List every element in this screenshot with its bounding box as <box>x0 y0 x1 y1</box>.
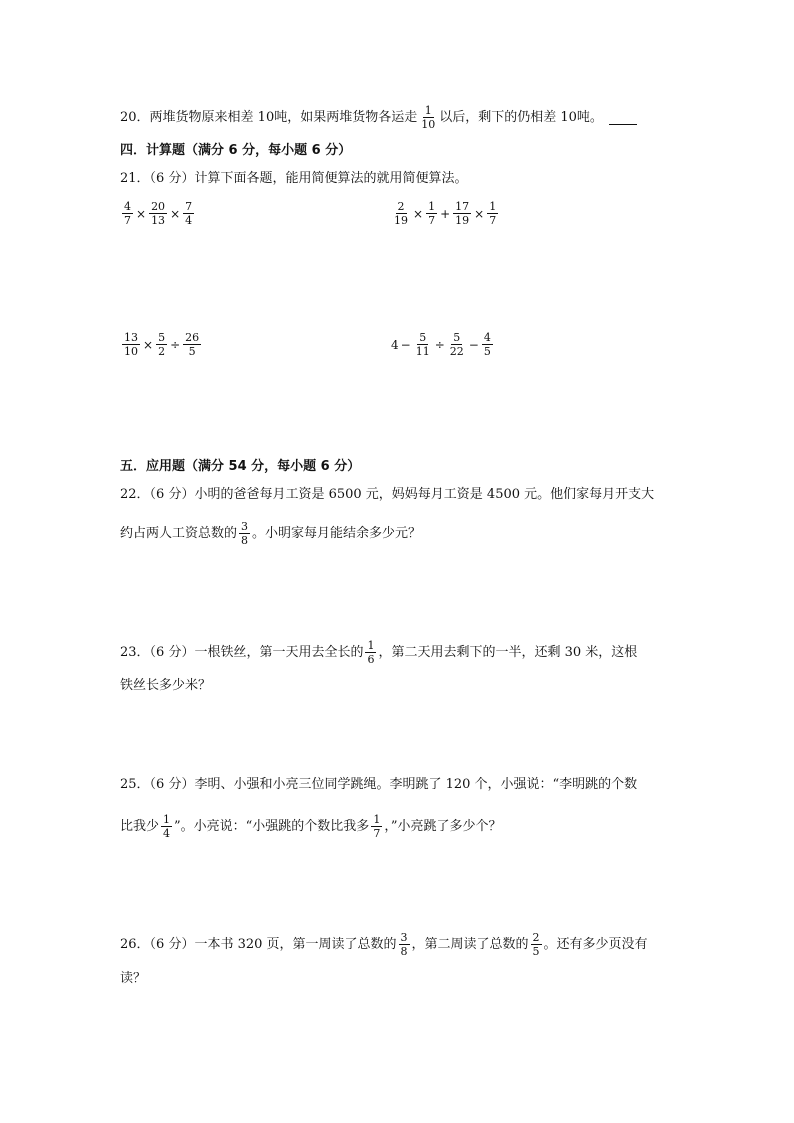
question-26-line-2: 读？ <box>120 971 147 986</box>
operator: − <box>400 337 411 352</box>
fraction: $\frac{5}{22}$ <box>449 331 464 358</box>
question-25-line-1: 25．（6 分）李明、小强和小亮三位同学跳绳。李明跳了 120 个，小强说：“李明跳的个数 <box>120 777 638 792</box>
question-22-line-1: 22．（6 分）小明的爸爸每月工资是 6500 元，妈妈每月工资是 4500 元。他们家每月开支大 <box>120 487 655 502</box>
operator: ÷ <box>170 337 181 352</box>
calc-expression-3 <box>120 331 203 358</box>
fraction: $\frac{1}{7}$ <box>489 200 497 227</box>
fraction <box>419 104 437 131</box>
fraction: $\frac{2}{19}$ <box>394 200 408 227</box>
question-26-line-1: 26．（6 分）一本书 320 页，第一周读了总数的 $\frac{3}{8}$ ，第二周读了总数的 $\frac{2}{5}$ 。还有多少页没有 <box>120 931 648 958</box>
fraction: $\frac{1}{4}$ <box>163 813 171 840</box>
operator: − <box>468 337 479 352</box>
fraction: $\frac{1}{7}$ <box>373 813 381 840</box>
question-22-line-2: 约占两人工资总数的 $\frac{3}{8}$ 。小明家每月能结余多少元？ <box>120 520 422 547</box>
fraction: $\frac{4}{5}$ <box>483 331 491 358</box>
fraction: $\frac{20}{13}$ <box>151 200 166 227</box>
fraction-denominator: 10 <box>421 118 436 131</box>
operator: + <box>440 206 451 221</box>
calc-expression-4 <box>390 331 495 358</box>
operator: × <box>413 206 424 221</box>
question-23-line-2: 铁丝长多少米？ <box>120 678 212 693</box>
fraction: $\frac{17}{19}$ <box>455 200 470 227</box>
fraction: $\frac{13}{10}$ <box>124 331 138 358</box>
operator: × <box>136 206 147 221</box>
calc-expression-2 <box>390 200 500 227</box>
operator: × <box>170 206 181 221</box>
fraction: $\frac{5}{11}$ <box>415 331 430 358</box>
fraction: $\frac{26}{5}$ <box>185 331 200 358</box>
fraction: $\frac{2}{5}$ <box>532 931 540 958</box>
fraction: $\frac{5}{2}$ <box>158 331 166 358</box>
calc-expression-1 <box>120 200 196 227</box>
operator: × <box>143 337 154 352</box>
fraction: $\frac{1}{6}$ <box>367 639 375 666</box>
fraction: $\frac{1}{7}$ <box>428 200 436 227</box>
section-4-title: 四．计算题（满分 6 分，每小题 6 分） <box>120 143 352 158</box>
question-20 <box>120 104 637 131</box>
question-20-text-a: 20．两堆货物原来相差 10吨，如果两堆货物各运走 <box>120 110 418 125</box>
operator: ÷ <box>434 337 445 352</box>
question-21: 21．（6 分）计算下面各题，能用简便算法的就用简便算法。 <box>120 171 468 186</box>
fraction: $\frac{3}{8}$ <box>400 931 408 958</box>
fraction: $\frac{4}{7}$ <box>124 200 131 227</box>
question-20-text-b: 以后，剩下的仍相差 10吨。 <box>439 110 603 125</box>
question-23-line-1: 23．（6 分）一根铁丝，第一天用去全长的 $\frac{1}{6}$ ，第二天用去剩下的一半，还剩 30 米，这根 <box>120 639 638 666</box>
fraction: $\frac{3}{8}$ <box>241 520 249 547</box>
number: 4 <box>391 337 399 352</box>
fraction: $\frac{7}{4}$ <box>185 200 193 227</box>
section-5-title: 五．应用题（满分 54 分，每小题 6 分） <box>120 459 361 474</box>
question-25-line-2: 比我少 $\frac{1}{4}$ ”。小亮说：“小强跳的个数比我多 $\frac{1}{7}$ ，”小亮跳了多少个？ <box>120 813 502 840</box>
fraction-numerator: 1 <box>424 104 432 117</box>
operator: × <box>474 206 485 221</box>
answer-blank[interactable] <box>609 110 637 125</box>
